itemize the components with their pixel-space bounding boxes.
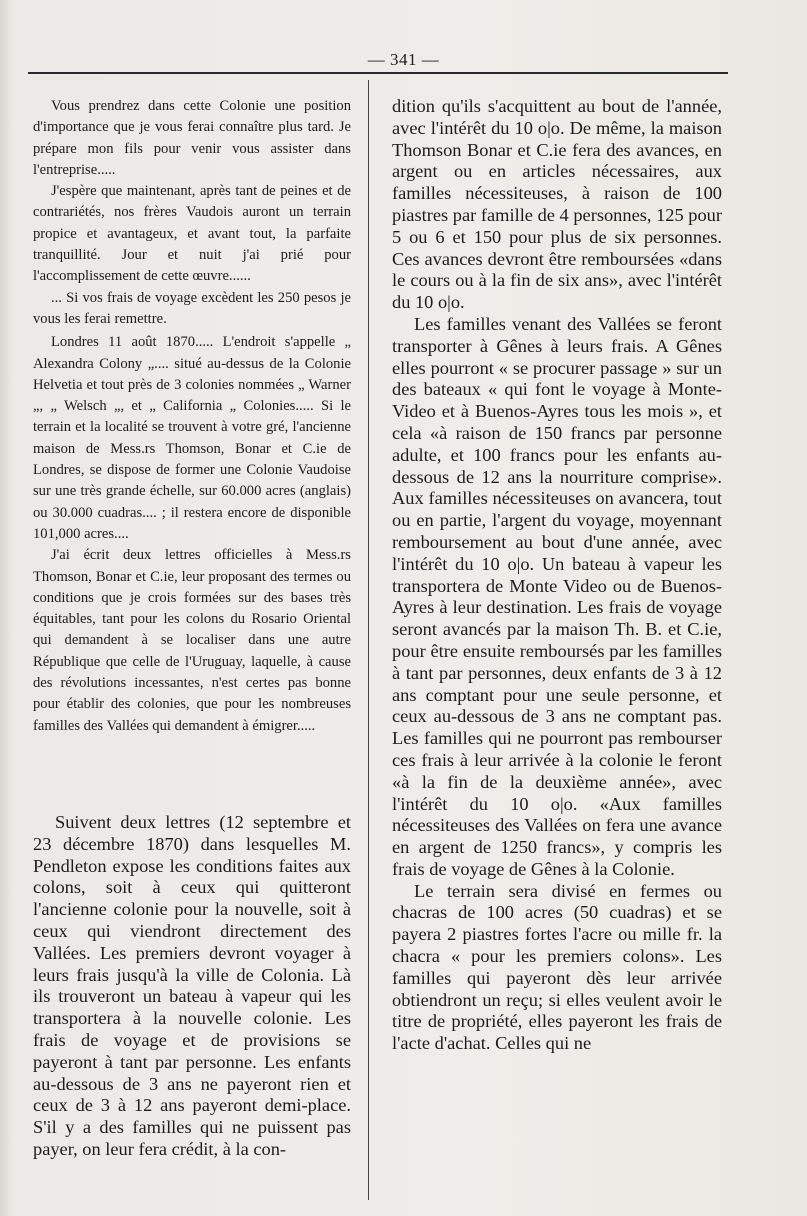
paragraph: Suivent deux lettres (12 septembre et 23 décembre 1870) dans lesquelles M. Pendleton expose les conditions faites aux colons, soit à ceux qui quitteront l'ancienne colonie pour la nouvelle, soit à ceux qui viendront directement des Vallées. Les premiers devront voyager à leurs frais jusqu'à la ville de Colonia. Là ils trouveront un bateau à vapeur qui les transportera à la nouvelle colonie. Les frais de voyage et de provisions se payeront à tant par personne. Les enfants au-dessous de 3 ans ne payeront rien et ceux de 3 à 12 ans payeront demi-place. S'il y a des familles qui ne puissent pas payer, on leur fera crédit, à la con-: [33, 812, 351, 1159]
header-rule: [28, 72, 728, 74]
right-column-body: [392, 96, 722, 1208]
paragraph: J'ai écrit deux lettres officielles à Mess.rs Thomson, Bonar et C.ie, leur proposant des termes ou conditions que je crois formées sur des bases très équitables, tant pour les colons du Rosario Oriental qui demandent à se localiser dans une autre République que celle de l'Uruguay, laquelle, à cause des révolutions incessantes, n'est certes pas bonne pour établir des colonies, que pour les nombreuses familles des Vallées qui demandent à émigrer.....: [33, 547, 351, 734]
left-column-body: [33, 812, 351, 1207]
paragraph: Les familles venant des Vallées se feront transporter à Gênes à leurs frais. A Gênes elles pourront « se procurer passage » sur un des bateaux « qui font le voyage à Monte-Video et à Buenos-Ayres tous les mois », et cela «à raison de 150 francs par personne adulte, et 100 francs pour les enfants au-dessous de 12 ans la nourriture comprise». Aux familles nécessiteuses on avancera, tout ou en partie, l'argent du voyage, moyennant remboursement au bout d'une année, avec l'intérêt du 10 o|o. Un bateau à vapeur les transportera de Monte Video ou de Buenos-Ayres à leur destination. Les frais de voyage seront avancés par la maison Th. B. et C.ie, pour être ensuite remboursés par les familles à tant par personnes, deux enfants de 3 à 12 ans comptant pour une seule personne, et ceux au-dessous de 3 ans ne comptant pas. Les familles qui ne pourront pas rembourser ces frais à leur arrivée à la colonie le feront «à la fin de la deuxième année», avec l'intérêt du 10 o|o. «Aux familles nécessiteuses des Vallées on fera une avance en argent de 1250 francs», y compris les frais de voyage de Gênes à la Colonie.: [392, 313, 722, 879]
paragraph: dition qu'ils s'acquittent au bout de l'année, avec l'intérêt du 10 o|o. De même, la maison Thomson Bonar et C.ie fera des avances, en argent ou en articles nécessaires, aux familles nécessiteuses, à raison de 100 piastres par famille de 4 personnes, 125 pour 5 ou 6 et 150 pour plus de six personnes. Ces avances devront être remboursées «dans le cours ou à la fin de six ans», avec l'intérêt du 10 o|o.: [392, 96, 722, 313]
paragraph: Londres 11 août 1870..... L'endroit s'appelle „ Alexandra Colony „.... situé au-dessus de la Colonie Helvetia et tout près de 3 colonies nommées „ Warner „, „ Welsch „, et „ California „ Colonies..... Si le terrain et la localité se trouvent à votre gré, l'ancienne maison de Mess.rs Thomson, Bonar et C.ie de Londres, se dispose de former une Colonie Vaudoise sur une très grande échelle, sur 60.000 acres (anglais) ou 30.000 cuadras.... ; il restera encore de disponible 101,000 acres....: [33, 334, 351, 542]
paragraph: J'espère que maintenant, après tant de peines et de contrariétés, nos frères Vaudois auront un terrain propice et avantageux, et avant tout, la parfaite tranquillité. Jour et nuit j'ai prié pour l'accomplissement de cette œuvre......: [33, 183, 351, 285]
paragraph: Vous prendrez dans cette Colonie une position d'importance que je vous ferai connaître plus tard. Je prépare mon fils pour venir vous assister dans l'entreprise.....: [33, 98, 351, 178]
left-column-quoted-letters: [33, 96, 351, 808]
column-divider: [368, 80, 369, 1200]
paragraph: ... Si vos frais de voyage excèdent les 250 pesos je vous les ferai remettre.: [33, 289, 351, 327]
page-number: — 341 —: [367, 50, 440, 69]
paragraph: Le terrain sera divisé en fermes ou chacras de 100 acres (50 cuadras) et se payera 2 piastres fortes l'acre ou mille fr. la chacra « pour les premiers colons». Les familles qui payeront dès leur arrivée obtiendront un reçu; si elles veulent avoir le titre de propriété, elles payeront les frais de l'acte d'achat. Celles qui ne: [392, 880, 722, 1054]
